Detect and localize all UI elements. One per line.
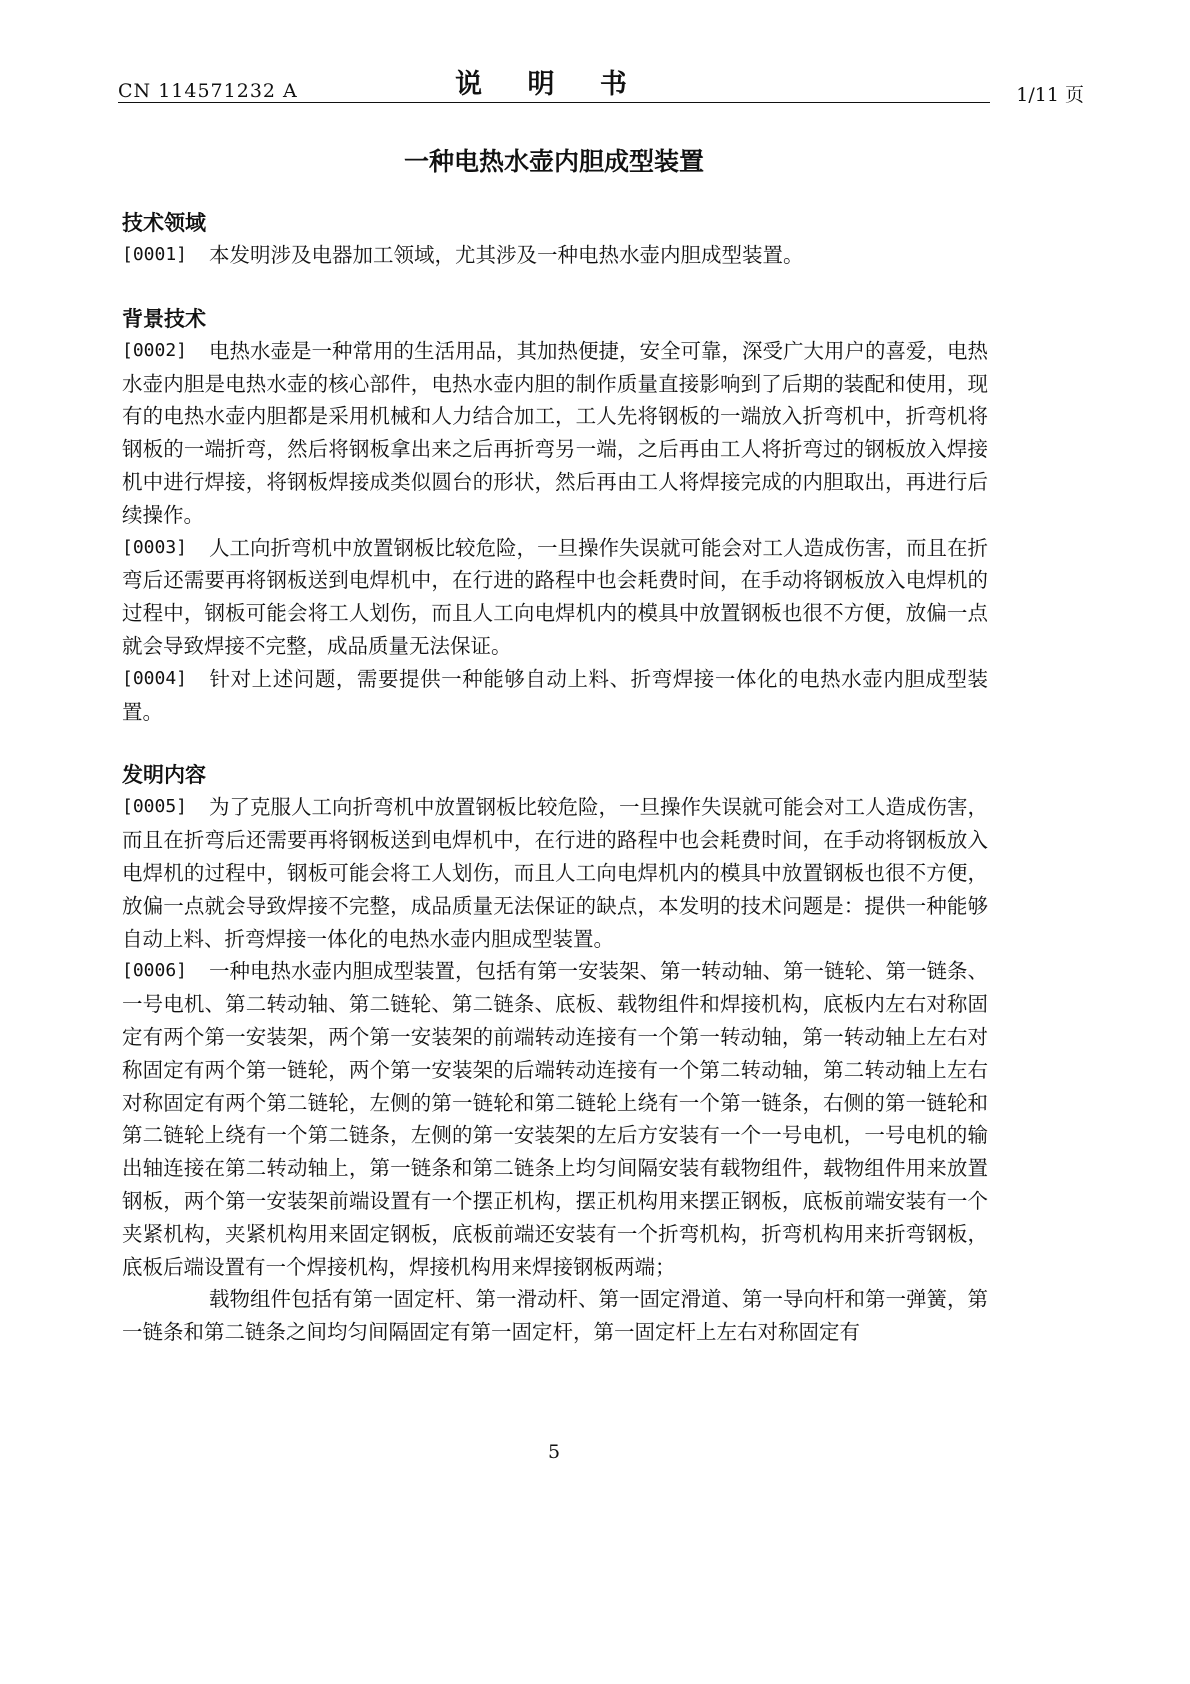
document-type-heading: 说 明 书 bbox=[455, 69, 645, 100]
page-number: 5 bbox=[547, 1441, 561, 1463]
paragraph-number: [0001] bbox=[122, 244, 188, 265]
paragraph-text: 为了克服人工向折弯机中放置钢板比较危险，一旦操作失误就可能会对工人造成伤害，而且在折弯后还需要再将钢板送到电焊机中，在行进的路程中也会耗费时间，在手动将钢板放入电焊机的过程中，钢板可能会将工人划伤，而且人工向电焊机内的模具中放置钢板也很不方便，放偏一点就会导致焊接不完整，成品质量无法保证的缺点，本发明的技术问题是：提供一种能够自动上料、折弯焊接一体化的电热水壶内胆成型装置。 bbox=[122, 795, 988, 951]
section-heading: 背景技术 bbox=[122, 306, 206, 331]
document-title: 一种电热水壶内胆成型装置 bbox=[403, 147, 704, 176]
paragraph-0003 bbox=[122, 532, 988, 663]
section-technical-field bbox=[122, 207, 988, 272]
continuation-paragraph: 载物组件包括有第一固定杆、第一滑动杆、第一固定滑道、第一导向杆和第一弹簧，第一链条和第二链条之间均匀间隔固定有第一固定杆，第一固定杆上左右对称固定有 bbox=[122, 1287, 988, 1345]
paragraph-text: 本发明涉及电器加工领域，尤其涉及一种电热水壶内胆成型装置。 bbox=[209, 243, 804, 267]
paragraph-0005 bbox=[122, 791, 988, 955]
paragraph-0006 bbox=[122, 955, 988, 1283]
page-indicator: 1/11 页 bbox=[1016, 84, 1084, 106]
paragraph-number: [0004] bbox=[122, 667, 188, 689]
patent-number: CN 114571232 A bbox=[118, 80, 298, 102]
paragraph-number: [0003] bbox=[122, 536, 188, 558]
header-divider bbox=[118, 102, 990, 103]
paragraph-number: [0002] bbox=[122, 339, 188, 361]
document-body bbox=[122, 207, 988, 1349]
section-heading: 技术领域 bbox=[122, 211, 206, 235]
section-invention-content bbox=[122, 759, 988, 1349]
paragraph-text: 人工向折弯机中放置钢板比较危险，一旦操作失误就可能会对工人造成伤害，而且在折弯后还需要再将钢板送到电焊机中，在行进的路程中也会耗费时间，在手动将钢板放入电焊机的过程中，钢板可能会将工人划伤，而且人工向电焊机内的模具中放置钢板也很不方便，放偏一点就会导致焊接不完整，成品质量无法保证。 bbox=[122, 535, 988, 658]
paragraph-0001 bbox=[122, 239, 988, 272]
section-heading: 发明内容 bbox=[122, 763, 206, 788]
paragraph-text: 针对上述问题，需要提供一种能够自动上料、折弯焊接一体化的电热水壶内胆成型装置。 bbox=[122, 666, 988, 724]
paragraph-0004 bbox=[122, 663, 988, 729]
paragraph-text: 一种电热水壶内胆成型装置，包括有第一安装架、第一转动轴、第一链轮、第一链条、一号电机、第二转动轴、第二链轮、第二链条、底板、载物组件和焊接机构，底板内左右对称固定有两个第一安装架，两个第一安装架的前端转动连接有一个第一转动轴，第一转动轴上左右对称固定有两个第一链轮，两个第一安装架的后端转动连接有一个第二转动轴，第二转动轴上左右对称固定有两个第二链轮，左侧的第一链轮和第二链轮上绕有一个第一链条，右侧的第一链轮和第二链轮上绕有一个第二链条，左侧的第一安装架的左后方安装有一个一号电机，一号电机的输出轴连接在第二转动轴上，第一链条和第二链条上均匀间隔安装有载物组件，载物组件用来放置钢板，两个第一安装架前端设置有一个摆正机构，摆正机构用来摆正钢板，底板前端安装有一个夹紧机构，夹紧机构用来固定钢板，底板前端还安装有一个折弯机构，折弯机构用来折弯钢板，底板后端设置有一个焊接机构，焊接机构用来焊接钢板两端； bbox=[122, 959, 988, 1279]
section-background-art bbox=[122, 303, 988, 729]
paragraph-0002 bbox=[122, 335, 988, 532]
paragraph-number: [0005] bbox=[122, 796, 188, 818]
paragraph-number: [0006] bbox=[122, 960, 188, 982]
paragraph-text: 电热水壶是一种常用的生活用品，其加热便捷，安全可靠，深受广大用户的喜爱，电热水壶内胆是电热水壶的核心部件，电热水壶内胆的制作质量直接影响到了后期的装配和使用，现有的电热水壶内胆都是采用机械和人力结合加工，工人先将钢板的一端放入折弯机中，折弯机将钢板的一端折弯，然后将钢板拿出来之后再折弯另一端，之后再由工人将折弯过的钢板放入焊接机中进行焊接，将钢板焊接成类似圆台的形状，然后再由工人将焊接完成的内胆取出，再进行后续操作。 bbox=[122, 338, 988, 527]
